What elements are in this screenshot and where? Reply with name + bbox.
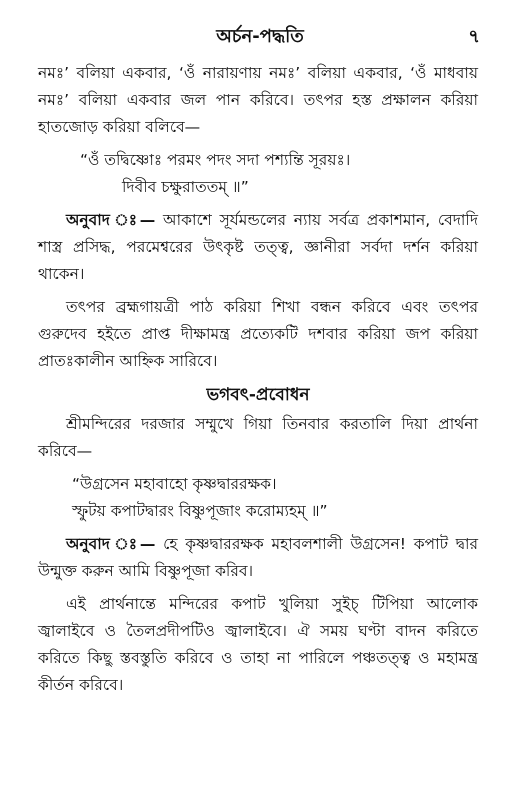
paragraph-4: এই প্রার্থনান্তে মন্দিরের কপাট খুলিয়া সুইচ্ টিপিয়া আলোক জ্বালাইবে ও তৈলপ্রদীপটিও জ্বালাইবে। ঐ সময় ঘণ্টা বাদন করিতে করিতে কিছু স্তবস্তুতি করিবে ও তাহা না পারিলে পঞ্চতত্ত্ব ও মহামন্ত্র কীর্তন করিবে। bbox=[38, 595, 478, 694]
translation-2-text: হে কৃষ্ণদ্বাররক্ষক মহাবলশালী উগ্রসেন! কপাট দ্বার উন্মুক্ত করুন আমি বিষ্ণুপূজা করিব। bbox=[38, 535, 478, 580]
verse-1-line-1: “ওঁ তদ্বিষ্ণোঃ পরমং পদং সদা পশ্যন্তি সূরয়ঃ। bbox=[80, 151, 351, 169]
verse-2-line-2: স্ফুটয় কপাটদ্বারং বিষ্ণুপূজাং করোম্যহম্ ॥” bbox=[72, 502, 328, 520]
translation-2-label: অনুবাদ ঃ— bbox=[66, 535, 156, 553]
translation-2 bbox=[38, 531, 478, 585]
page-body bbox=[38, 60, 478, 705]
translation-1-text: আকাশে সূর্যমন্ডলের ন্যায় সর্বত্র প্রকাশমান, বেদাদি শাস্ত্র প্রসিদ্ধ, পরমেশ্বরের উৎকৃষ্ট তত্ত্ব, জ্ঞানীরা সর্বদা দর্শন করিয়া থাকেন। bbox=[38, 211, 479, 283]
paragraph-2: তৎপর ব্রহ্মগায়ত্রী পাঠ করিয়া শিখা বন্ধন করিবে এবং তৎপর গুরুদেব হইতে প্রাপ্ত দীক্ষামন্ত্র প্রত্যেকটি দশবার করিয়া জপ করিয়া প্রাতঃকালীন আহ্নিক সারিবে। bbox=[38, 298, 478, 370]
page-number: ৭ bbox=[468, 26, 480, 47]
verse-1 bbox=[38, 147, 478, 201]
translation-1 bbox=[38, 207, 478, 288]
verse-2-line-1: “উগ্রসেন মহাবাহো কৃষ্ণদ্বাররক্ষক। bbox=[72, 475, 277, 493]
verse-2 bbox=[38, 471, 478, 525]
paragraph-3: শ্রীমন্দিরের দরজার সম্মুখে গিয়া তিনবার করতালি দিয়া প্রার্থনা করিবে— bbox=[38, 415, 478, 460]
translation-1-label: অনুবাদ ঃ— bbox=[66, 211, 156, 229]
paragraph-1: নমঃ’ বলিয়া একবার, ‘ওঁ নারায়ণায় নমঃ’ বলিয়া একবার, ‘ওঁ মাধবায় নমঃ’ বলিয়া একবার জল পান করিবে। তৎপর হস্ত প্রক্ষালন করিয়া হাতজোড় করিয়া বলিবে— bbox=[38, 64, 478, 136]
section-heading: ভগবৎ-প্রবোধন bbox=[206, 385, 310, 405]
running-title: অর্চন-পদ্ধতি bbox=[216, 26, 304, 47]
page-header bbox=[40, 22, 480, 52]
verse-1-line-2: দিবীব চক্ষুরাততম্ ॥” bbox=[122, 178, 249, 196]
